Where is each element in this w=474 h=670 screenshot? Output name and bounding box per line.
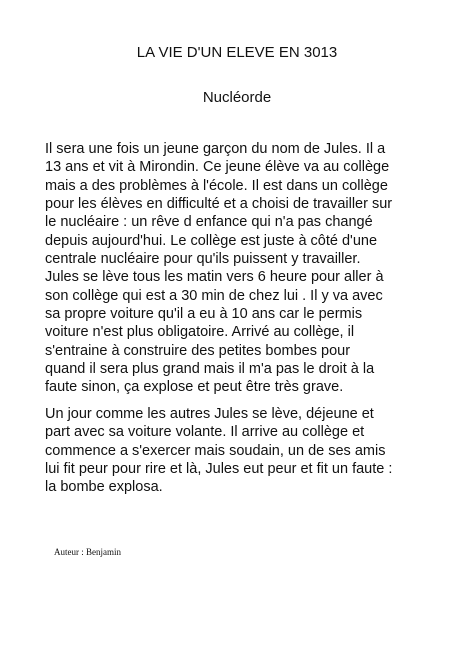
author-credit: Auteur : Benjamin [54,547,121,557]
text-line: centrale nucléaire pour qu'ils puissent y travailler. [45,251,361,268]
document-subtitle: Nucléorde [202,89,272,106]
text-line: depuis aujourd'hui. Le collège est juste à côté d'une [45,232,378,249]
text-line: quand il sera plus grand mais il m'a pas le droit à la [45,361,375,378]
text-line: mais a des problèmes à l'école. Il est dans un collège [45,177,388,194]
paragraph-2 [45,405,437,497]
text-line: le nucléaire : un rêve d enfance qui n'a pas changé [45,214,373,231]
story-body [45,140,437,497]
text-line: 13 ans et vit à Mirondin. Ce jeune élève va au collège [45,159,390,176]
text-line: pour les élèves en difficulté et a choisi de travailler sur [45,196,393,213]
text-line: commence a s'exercer mais soudain, un de ses amis [45,442,386,459]
text-line: faute sinon, ça explose et peut être très grave. [45,379,344,396]
paragraph-1 [45,140,437,397]
text-line: lui fit peur pour rire et là, Jules eut peur et fit un faute : [45,460,393,477]
text-line: Un jour comme les autres Jules se lève, déjeune et [45,405,374,422]
text-line: part avec sa voiture volante. Il arrive au collège et [45,424,365,441]
text-line: voiture n'est plus obligatoire. Arrivé au collège, il [45,324,355,341]
text-line: Il sera une fois un jeune garçon du nom de Jules. Il a [45,141,386,157]
text-line: son collège qui est a 30 min de chez lui . Il y va avec [45,287,383,304]
text-line: sa propre voiture qu'il a eu à 10 ans car le permis [45,306,363,323]
text-line: la bombe explosa. [45,479,163,496]
document-title: LA VIE D'UN ELEVE EN 3013 [136,44,338,61]
text-line: s'entraine à construire des petites bombes pour [45,342,351,359]
text-line: Jules se lève tous les matin vers 6 heure pour aller à [45,269,384,286]
